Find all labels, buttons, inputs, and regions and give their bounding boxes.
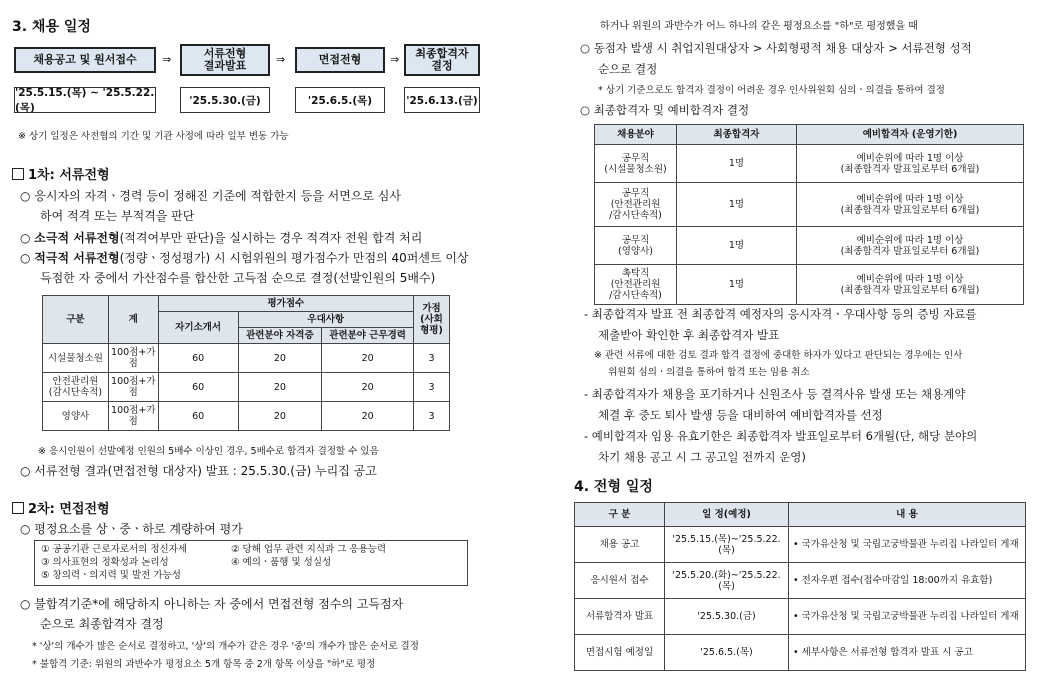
score-table <box>42 295 450 431</box>
stage2-line: ○ 평정요소를 상ㆍ중ㆍ하로 계량하여 평가 <box>20 522 243 536</box>
th-cat: 구 분 <box>575 503 665 527</box>
th-field: 채용분야 <box>595 125 677 145</box>
stage1-title <box>12 164 110 183</box>
table-note: ※ 응시인원이 선발예정 인원의 5배수 이상인 경우, 5배수로 합격자 결정할 수 있음 <box>38 446 379 457</box>
reserve-line: - 최종합격자가 채용을 포기하거나 신원조사 등 결격사유 발생 또는 채용계약 <box>584 387 966 401</box>
cell: 면접시험 예정일 <box>575 635 665 671</box>
stage1-line: ○ 응시자의 자격ㆍ경력 등이 정해진 기준에 적합한지 등을 서면으로 심사 <box>20 189 401 203</box>
cell: 예비순위에 따라 1명 이상 (최종합격자 발표일로부터 6개월) <box>797 227 1024 265</box>
continued-line: 하거나 위원의 과반수가 어느 하나의 같은 평정요소를 "하"로 평정했을 때 <box>600 21 918 32</box>
reserve-line: 체결 후 중도 퇴사 발생 등을 대비하여 예비합격자를 선정 <box>598 408 883 422</box>
schedule-note: ※ 상기 일정은 사전협의 기간 및 기관 사정에 따라 일부 변동 가능 <box>18 131 289 142</box>
table-row <box>575 563 1026 599</box>
reserve-line: 차기 채용 공고 시 그 공고일 전까지 운영) <box>598 450 806 464</box>
cell: '25.5.30.(금) <box>665 599 789 635</box>
flow-arrow-icon: ⇒ <box>162 53 172 66</box>
flow-step-interview <box>295 47 385 73</box>
table-row <box>575 599 1026 635</box>
element-item: ⑤ 창의력ㆍ의지력 및 발전 가능성 <box>41 570 181 581</box>
evaluation-elements-box <box>34 540 468 586</box>
flow-step-label: 최종합격자 결정 <box>415 47 469 72</box>
cell: 채용 공고 <box>575 527 665 563</box>
stage2-line: ○ 불합격기준*에 해당하지 아니하는 자 중에서 면접전형 점수의 고득점자 <box>20 597 404 611</box>
cell: 1명 <box>677 145 797 183</box>
cell: 20 <box>322 402 414 431</box>
flow-arrow-icon: ⇒ <box>390 53 400 66</box>
flow-step-doc-result <box>180 44 270 76</box>
cell: 예비순위에 따라 1명 이상 (최종합격자 발표일로부터 6개월) <box>797 183 1024 227</box>
th-career: 관련분야 근무경력 <box>322 328 414 344</box>
cell: 3 <box>414 402 450 431</box>
cell: 서류합격자 발표 <box>575 599 665 635</box>
tie-break-line: 순으로 결정 <box>598 62 658 76</box>
th-content: 내 용 <box>789 503 1026 527</box>
stage2-line: 순으로 최종합격자 결정 <box>40 617 164 631</box>
flow-date-final: '25.6.13.(금) <box>404 87 480 113</box>
element-item: ② 당해 업무 관련 지식과 그 응용능력 <box>231 544 387 555</box>
cell: 20 <box>238 402 322 431</box>
flow-date-recruit: '25.5.15.(목) ~ '25.5.22.(목) <box>15 87 155 114</box>
cell: 안전관리원 (감시단속적) <box>43 373 109 402</box>
flow-step-label: 서류전형 결과발표 <box>203 47 247 72</box>
verification-note: 위원회 심의ㆍ의결을 통하여 합격 또는 임용 취소 <box>608 367 810 378</box>
stage1-line-text: (적격여부만 판단)을 실시하는 경우 적격자 전원 합격 처리 <box>119 231 423 245</box>
cell: • 국가유산청 및 국립고궁박물관 누리집 나라일터 게재 <box>789 599 1026 635</box>
cell: '25.5.20.(화)~'25.5.22.(목) <box>665 563 789 599</box>
cell: '25.6.5.(목) <box>665 635 789 671</box>
cell: 20 <box>238 373 322 402</box>
flow-step-final <box>404 44 480 76</box>
flow-arrow-icon: ⇒ <box>276 53 286 66</box>
cell: • 세부사항은 서류전형 합격자 발표 시 공고 <box>789 635 1026 671</box>
section-3-title: 3. 채용 일정 <box>12 19 91 35</box>
cell: 20 <box>322 344 414 373</box>
flow-step-label: 면접전형 <box>318 53 362 66</box>
cell: 100점+가점 <box>108 402 158 431</box>
cell: • 국가유산청 및 국립고궁박물관 누리집 나라일터 게재 <box>789 527 1026 563</box>
th-reserve: 예비합격자 (운영기한) <box>797 125 1024 145</box>
table-row <box>43 402 450 431</box>
stage1-result: ○ 서류전형 결과(면접전형 대상자) 발표 : 25.5.30.(금) 누리집 공고 <box>20 464 377 478</box>
th-bonus: 가점 (사회 형평) <box>414 296 450 344</box>
cell: '25.5.15.(목)~'25.5.22.(목) <box>665 527 789 563</box>
stage1-line: 하여 적격 또는 부적격을 판단 <box>40 209 195 223</box>
cell: 60 <box>158 344 238 373</box>
th-intro: 자기소개서 <box>158 312 238 344</box>
th-pref: 우대사항 <box>238 312 414 328</box>
element-row <box>41 556 461 569</box>
bold-term: 적극적 서류전형 <box>34 251 120 265</box>
element-item: ③ 의사표현의 정확성과 논리성 <box>41 557 169 568</box>
cell: 3 <box>414 344 450 373</box>
stage1-line-passive: ○ 소극적 서류전형(적격여부만 판단)을 실시하는 경우 적격자 전원 합격 처리 <box>20 231 423 245</box>
cell: 20 <box>238 344 322 373</box>
table-row <box>43 373 450 402</box>
th-final: 최종합격자 <box>677 125 797 145</box>
tie-break-note: * 상기 기준으로도 합격자 결정이 어려운 경우 인사위원회 심의ㆍ의결을 통하여 결정 <box>598 85 945 96</box>
cell: 공무직 (시설물청소원) <box>595 145 677 183</box>
flow-date-interview: '25.6.5.(목) <box>295 87 385 113</box>
cell: 3 <box>414 373 450 402</box>
cell: 시설물청소원 <box>43 344 109 373</box>
cell: 60 <box>158 402 238 431</box>
checkbox-square-icon <box>12 502 24 514</box>
table-row <box>43 344 450 373</box>
element-row <box>41 543 461 556</box>
table-row <box>595 227 1024 265</box>
cell: 공무직 (영양사) <box>595 227 677 265</box>
cell: 영양사 <box>43 402 109 431</box>
cell: • 전자우편 접수(접수마감일 18:00까지 유효함) <box>789 563 1026 599</box>
flow-step-label: 채용공고 및 원서접수 <box>33 53 137 66</box>
final-decision-line: ○ 최종합격자 및 예비합격자 결정 <box>580 103 750 117</box>
cell: 촉탁직 (안전관리원 /감시단속적) <box>595 265 677 305</box>
cell: 100점+가점 <box>108 344 158 373</box>
table-row <box>575 635 1026 671</box>
th-total: 계 <box>108 296 158 344</box>
cell: 1명 <box>677 183 797 227</box>
schedule-table <box>574 502 1026 671</box>
stage2-note: * '상'의 개수가 많은 순서로 결정하고, '상'의 개수가 같은 경우 '중'의 개수가 많은 순서로 결정 <box>32 641 419 652</box>
stage1-line-text: (정량ㆍ정성평가) 시 시험위원의 평가점수가 만점의 40퍼센트 이상 <box>119 251 469 265</box>
th-date: 일 정(예정) <box>665 503 789 527</box>
final-table <box>594 124 1024 305</box>
checkbox-square-icon <box>12 168 24 180</box>
element-item: ① 공공기관 근로자로서의 정신자세 <box>41 544 188 555</box>
table-row <box>595 145 1024 183</box>
cell: 1명 <box>677 227 797 265</box>
reserve-line: - 예비합격자 임용 유효기한은 최종합격자 발표일로부터 6개월(단, 해당 분야의 <box>584 429 978 443</box>
element-item: ④ 예의ㆍ품행 및 성실성 <box>231 557 332 568</box>
cell: 예비순위에 따라 1명 이상 (최종합격자 발표일로부터 6개월) <box>797 145 1024 183</box>
cell: 60 <box>158 373 238 402</box>
tie-break-line: ○ 동점자 발생 시 취업지원대상자 > 사회형평적 채용 대상자 > 서류전형 성적 <box>580 41 972 55</box>
cell: 응시원서 접수 <box>575 563 665 599</box>
stage2-note: * 불합격 기준: 위원의 과반수가 평정요소 5개 항목 중 2개 항목 이상을 "하"로 평정 <box>32 659 376 670</box>
th-category: 구분 <box>43 296 109 344</box>
cell: 20 <box>322 373 414 402</box>
element-row <box>41 569 461 582</box>
section-4-title: 4. 전형 일정 <box>574 479 653 495</box>
stage2-title-text: 2차: 면접전형 <box>28 502 110 517</box>
stage1-line: 득점한 자 중에서 가산점수를 합산한 고득점 순으로 결정(선발인원의 5배수) <box>40 271 436 285</box>
verification-line: 제출받아 확인한 후 최종합격자 발표 <box>598 328 780 342</box>
stage1-line-active: ○ 적극적 서류전형(정량ㆍ정성평가) 시 시험위원의 평가점수가 만점의 40퍼센트 이상 <box>20 251 469 265</box>
stage1-title-text: 1차: 서류전형 <box>28 168 110 183</box>
stage2-title <box>12 498 110 517</box>
cell: 예비순위에 따라 1명 이상 (최종합격자 발표일로부터 6개월) <box>797 265 1024 305</box>
bold-term: 소극적 서류전형 <box>34 231 120 245</box>
table-row <box>595 183 1024 227</box>
cell: 1명 <box>677 265 797 305</box>
table-row <box>595 265 1024 305</box>
verification-line: - 최종합격자 발표 전 최종합격 예정자의 응시자격ㆍ우대사항 등의 증빙 자료를 <box>584 307 977 321</box>
flow-step-recruit <box>14 47 156 73</box>
th-eval: 평가점수 <box>158 296 413 312</box>
th-cert: 관련분야 자격증 <box>238 328 322 344</box>
table-row <box>575 527 1026 563</box>
flow-date-doc-result: '25.5.30.(금) <box>180 87 270 113</box>
cell: 100점+가점 <box>108 373 158 402</box>
verification-note: ※ 관련 서류에 대한 검토 결과 합격 결정에 중대한 하자가 있다고 판단되는 경우에는 인사 <box>594 350 963 361</box>
cell: 공무직 (안전관리원 /감시단속적) <box>595 183 677 227</box>
